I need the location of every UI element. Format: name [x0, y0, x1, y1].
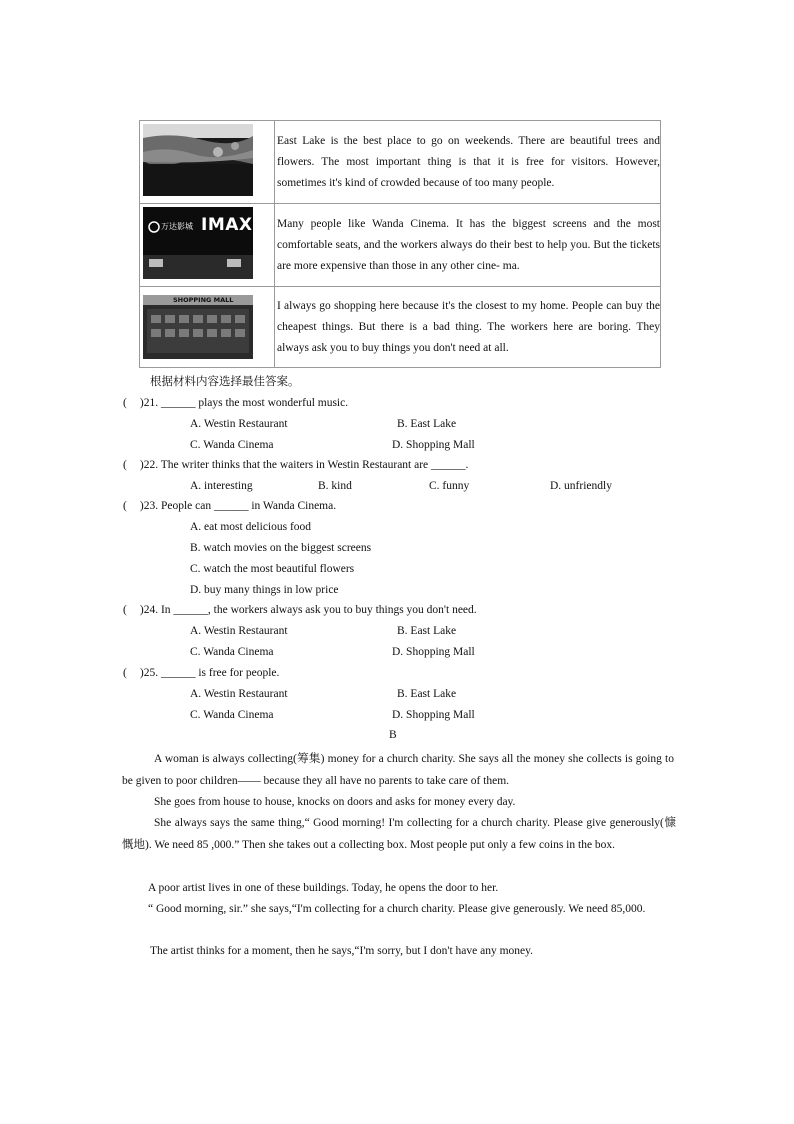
paragraph: A poor artist lives in one of these buildings. Today, he opens the door to her. [148, 882, 499, 894]
shopping-mall-photo [143, 295, 253, 359]
table-row [140, 204, 661, 287]
option: A. Westin Restaurant [190, 625, 288, 637]
image-cell [140, 204, 275, 287]
question-24 [123, 604, 477, 616]
cinema-sign-text: 万达影城 [161, 222, 193, 231]
option: B. East Lake [397, 688, 457, 700]
answer-bracket-close: ) [139, 667, 144, 679]
option: D. buy many things in low price [190, 584, 339, 596]
question-25 [123, 667, 279, 679]
question-stem: 22. The writer thinks that the waiters in Westin Restaurant are ______. [143, 459, 469, 471]
answer-bracket-open: ( [123, 459, 127, 471]
option: B. East Lake [397, 418, 457, 430]
question-stem: 25. ______ is free for people. [143, 667, 280, 679]
option: D. unfriendly [550, 480, 612, 492]
question-stem: 23. People can ______ in Wanda Cinema. [143, 500, 337, 512]
table-row [140, 287, 661, 368]
option: A. eat most delicious food [190, 521, 312, 533]
east-lake-photo [143, 124, 253, 196]
answer-bracket-close: ) [139, 604, 144, 616]
paragraph: She goes from house to house, knocks on doors and asks for money every day. [154, 796, 516, 808]
answer-bracket-open: ( [123, 667, 127, 679]
description-cell [275, 204, 661, 287]
paragraph: She always says the same thing,“ Good morning! I'm collecting for a church charity. Please give generously(慷慨地). We need 85 ,000.” Then she takes out a collecting box. Most people put only a few coins in the box. [122, 817, 676, 851]
description-cell [275, 287, 661, 368]
option: D. Shopping Mall [392, 646, 475, 658]
option: C. Wanda Cinema [190, 709, 274, 721]
table-row [140, 121, 661, 204]
question-22 [123, 459, 468, 471]
description-cell [275, 121, 661, 204]
east-lake-description: East Lake is the best place to go on weekends. There are beautiful trees and flowers. The most important thing is that it is free for visitors. However, sometimes it's kind of crowded because of too many people. [277, 134, 660, 189]
answer-bracket-open: ( [123, 397, 127, 409]
answer-bracket-close: ) [139, 397, 144, 409]
option: B. East Lake [397, 625, 457, 637]
answer-bracket-close: ) [139, 500, 144, 512]
question-stem: 24. In ______, the workers always ask you to buy things you don't need. [143, 604, 477, 616]
option: D. Shopping Mall [392, 439, 475, 451]
option: B. watch movies on the biggest screens [190, 542, 372, 554]
option: C. Wanda Cinema [190, 646, 274, 658]
paragraph: A woman is always collecting(筹集) money for a church charity. She says all the money she collects is going to be given to poor children—— because they all have no parents to take care of them. [122, 753, 674, 787]
answer-bracket-open: ( [123, 500, 127, 512]
question-23 [123, 500, 336, 512]
image-cell [140, 121, 275, 204]
option: C. watch the most beautiful flowers [190, 563, 355, 575]
option: B. kind [318, 480, 352, 492]
shopping-mall-description: I always go shopping here because it's the closest to my home. People can buy the cheapest things. But there is a bad thing. The workers here are boring. They always ask you to buy things you don't need at all. [277, 299, 660, 354]
option: C. funny [429, 480, 470, 492]
paragraph: “ Good morning, sir.” she says,“I'm collecting for a church charity. Please give generously. We need 85,000. [148, 903, 646, 915]
option: C. Wanda Cinema [190, 439, 274, 451]
question-stem: 21. ______ plays the most wonderful music. [143, 397, 349, 409]
option: A. Westin Restaurant [190, 688, 288, 700]
answer-bracket-close: ) [139, 459, 144, 471]
section-heading: B [389, 729, 397, 741]
places-table [139, 120, 661, 368]
answer-bracket-open: ( [123, 604, 127, 616]
option: D. Shopping Mall [392, 709, 475, 721]
question-21 [123, 397, 348, 409]
wanda-cinema-description: Many people like Wanda Cinema. It has the biggest screens and the most comfortable seats, and the workers always do their best to help you. But the tickets are more expensive than those in any other cine- ma. [277, 217, 660, 272]
wanda-cinema-photo [143, 207, 253, 279]
imax-logo: IMAX [201, 215, 253, 235]
option: A. interesting [190, 480, 253, 492]
mall-sign-text: SHOPPING MALL [173, 296, 234, 304]
instruction-text: 根据材料内容选择最佳答案。 [150, 376, 300, 388]
paragraph: The artist thinks for a moment, then he says,“I'm sorry, but I don't have any money. [150, 945, 534, 957]
option: A. Westin Restaurant [190, 418, 288, 430]
image-cell [140, 287, 275, 368]
